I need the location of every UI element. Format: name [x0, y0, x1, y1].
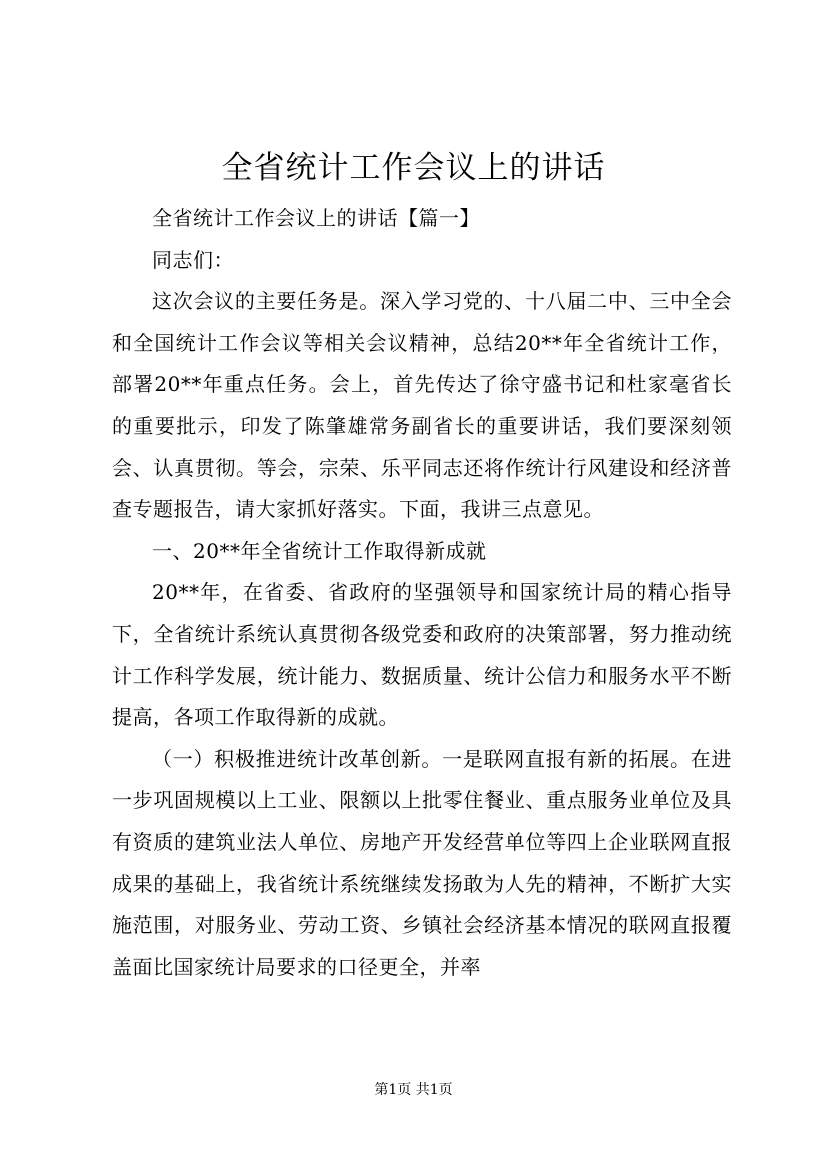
paragraph-intro: 这次会议的主要任务是。深入学习党的、十八届二中、三中全会和全国统计工作会议等相关会议精神，总结20**年全省统计工作，部署20**年重点任务。会上，首先传达了徐守盛书记和杜家毫省长的重要批示，印发了陈肇雄常务副省长的重要讲话，我们要深刻领会、认真贯彻。等会，宗荣、乐平同志还将作统计行风建设和经济普查专题报告，请大家抓好落实。下面，我讲三点意见。	[112, 289, 732, 522]
section-heading-1: 一、20**年全省统计工作取得新成就	[152, 538, 487, 563]
paragraph-subtitle: 全省统计工作会议上的讲话【篇一】	[152, 206, 480, 230]
document-body	[112, 198, 732, 988]
paragraph-reform: （一）积极推进统计改革创新。一是联网直报有新的拓展。在进一步巩固规模以上工业、限额以上批零住餐业、重点服务业单位及具有资质的建筑业法人单位、房地产开发经营单位等四上企业联网直报成果的基础上，我省统计系统继续发扬敢为人先的精神，不断扩大实施范围，对服务业、劳动工资、乡镇社会经济基本情况的联网直报覆盖面比国家统计局要求的口径更全，并率	[112, 746, 732, 979]
paragraph-salutation: 同志们：	[152, 247, 234, 272]
page-number-footer: 第1页 共1页	[374, 1082, 453, 1098]
paragraph-achievements: 20**年，在省委、省政府的坚强领导和国家统计局的精心指导下，全省统计系统认真贯彻各级党委和政府的决策部署，努力推动统计工作科学发展，统计能力、数据质量、统计公信力和服务水平不断提高，各项工作取得新的成就。	[112, 580, 732, 730]
document-title: 全省统计工作会议上的讲话	[221, 150, 606, 186]
